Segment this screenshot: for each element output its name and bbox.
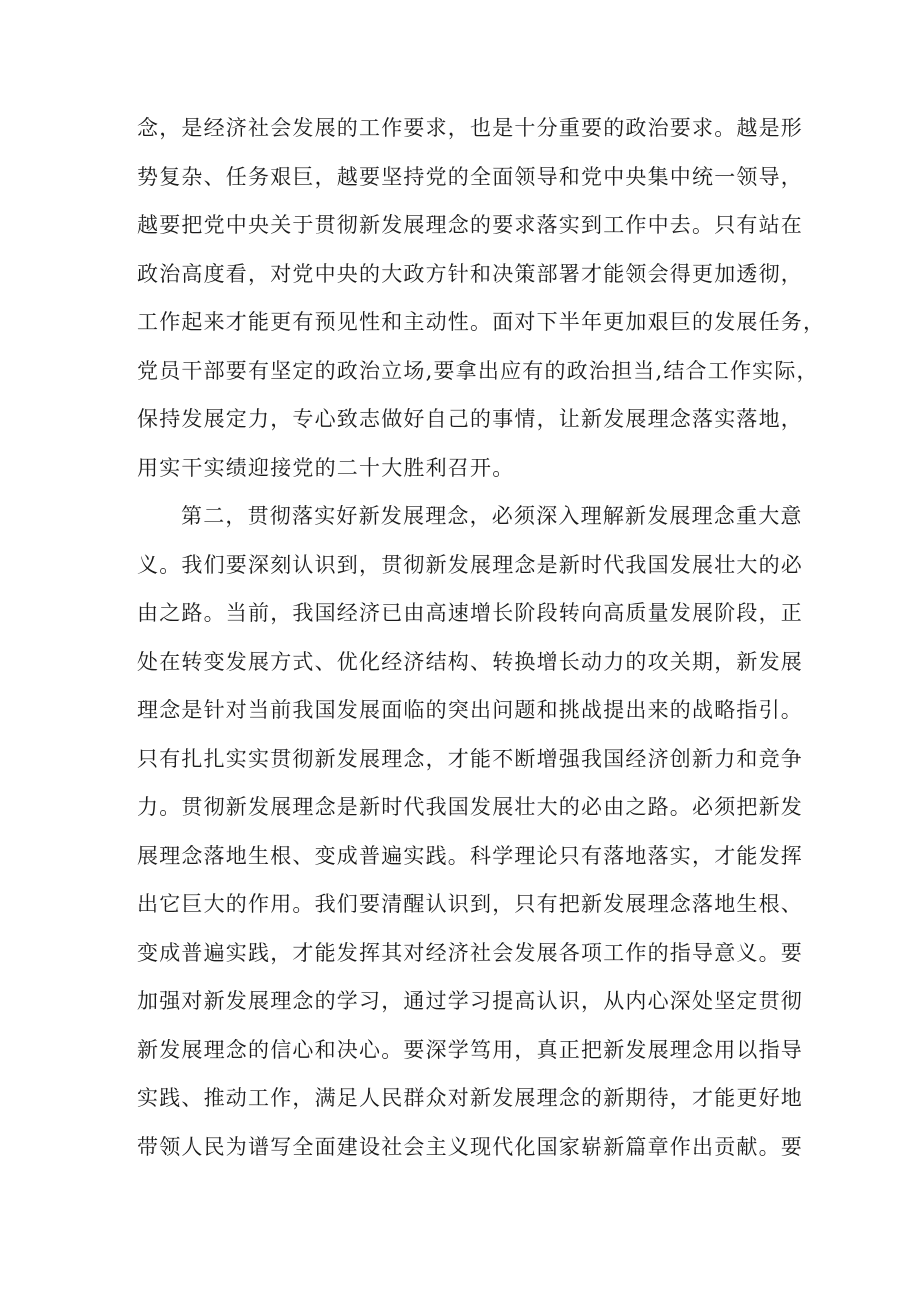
text-line: 处在转变发展方式、优化经济结构、转换增长动力的攻关期，新发展: [137, 649, 803, 674]
text-line: 新发展理念的信心和决心。要深学笃用，真正把新发展理念用以指导: [137, 1037, 803, 1062]
text-line: 变成普遍实践，才能发挥其对经济社会发展各项工作的指导意义。要: [137, 940, 803, 965]
document-body: [137, 104, 826, 1171]
text-line: 工作起来才能更有预见性和主动性。面对下半年更加艰巨的发展任务，: [137, 310, 826, 334]
text-line: 用实干实绩迎接党的二十大胜利召开。: [137, 455, 515, 480]
text-line: 第二，贯彻落实好新发展理念，必须深入理解新发展理念重大意: [181, 504, 803, 528]
text-line: 理念是针对当前我国发展面临的突出问题和挑战提出来的战略指引。: [137, 698, 803, 722]
text-line: 政治高度看，对党中央的大政方针和决策部署才能领会得更加透彻，: [137, 261, 803, 286]
text-line: 保持发展定力，专心致志做好自己的事情，让新发展理念落实落地，: [137, 407, 803, 431]
text-line: 念，是经济社会发展的工作要求，也是十分重要的政治要求。越是形: [137, 116, 803, 140]
text-line: 党员干部要有坚定的政治立场,要拿出应有的政治担当,结合工作实际，: [137, 358, 819, 383]
text-line: 只有扎扎实实贯彻新发展理念，才能不断增强我国经济创新力和竞争: [137, 746, 803, 771]
text-line: 势复杂、任务艰巨，越要坚持党的全面领导和党中央集中统一领导，: [137, 164, 803, 189]
text-line: 由之路。当前，我国经济已由高速增长阶段转向高质量发展阶段，正: [137, 601, 803, 625]
text-line: 实践、推动工作，满足人民群众对新发展理念的新期待，才能更好地: [137, 1086, 803, 1110]
text-line: 带领人民为谱写全面建设社会主义现代化国家崭新篇章作出贡献。要: [137, 1134, 803, 1159]
text-line: 力。贯彻新发展理念是新时代我国发展壮大的必由之路。必须把新发: [137, 795, 803, 819]
text-line: 义。我们要深刻认识到，贯彻新发展理念是新时代我国发展壮大的必: [137, 552, 803, 577]
paragraph-2: [137, 492, 803, 1171]
paragraph-1: [137, 104, 826, 492]
text-line: 越要把党中央关于贯彻新发展理念的要求落实到工作中去。只有站在: [137, 213, 803, 237]
text-line: 展理念落地生根、变成普遍实践。科学理论只有落地落实，才能发挥: [137, 843, 803, 868]
text-line: 出它巨大的作用。我们要清醒认识到，只有把新发展理念落地生根、: [137, 892, 803, 916]
text-line: 加强对新发展理念的学习，通过学习提高认识，从内心深处坚定贯彻: [137, 989, 803, 1013]
